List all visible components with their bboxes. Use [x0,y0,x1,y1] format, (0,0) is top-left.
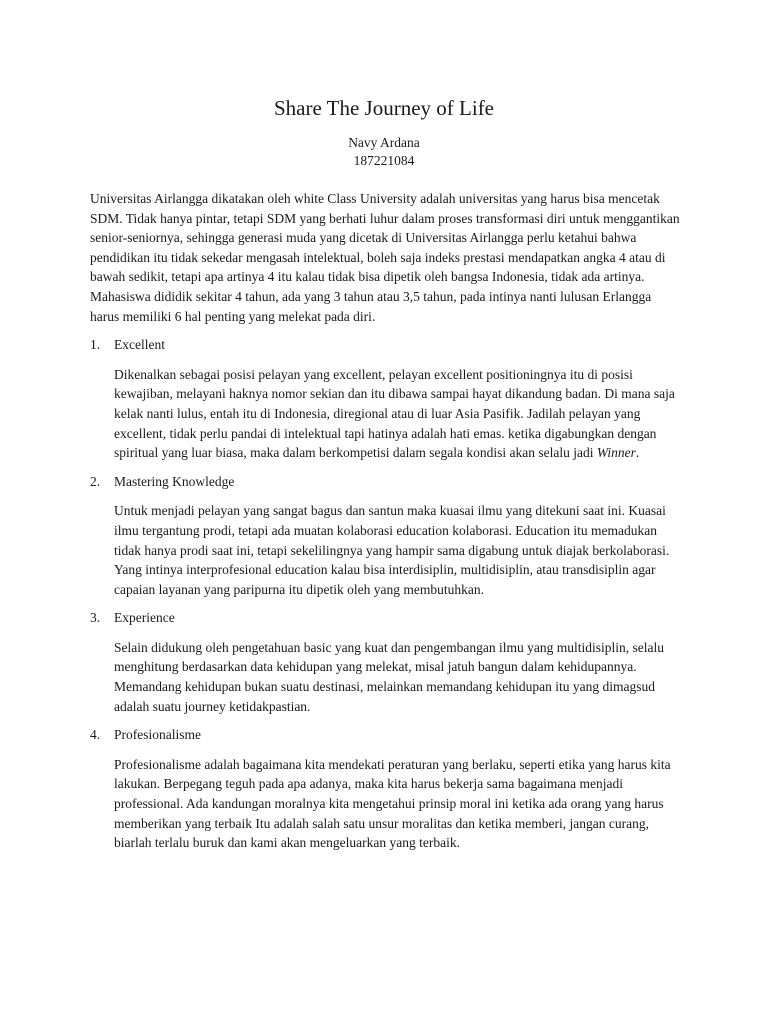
author-block [0,134,768,170]
list-item-number: 3. [90,610,101,626]
list-item-body: Selain didukung oleh pengetahuan basic yang kuat dan pengembangan ilmu yang multidisiplin, selalu menghitung berdasarkan data kehidupan yang melekat, misal jatuh bangun dalam kehidupannya. Memandang kehidupan bukan suatu destinasi, melainkan memandang kehidupan itu yang dimagsud adalah suatu journey ketidakpastian. [114,639,665,714]
list-item-title: Excellent [114,337,165,353]
list-item-heading [90,608,682,628]
list-item-heading [90,725,682,745]
list-item-body: Untuk menjadi pelayan yang sangat bagus dan santun maka kuasai ilmu yang ditekuni saat ini. Kuasai ilmu tergantung prodi, tetapi ada muatan kolaborasi education kolaborasi. Education itu memadukan tidak hanya prodi saat ini, tetapi sekelilingnya yang hampir sama digabung untuk diajak berkolaborasi. Yang intinya interprofesional education kalau bisa interdisiplin, multidisiplin, atau transdisiplin agar capaian layanan yang paripurna itu dipetik oleh yang membutuhkan. [114,503,670,597]
list-item-body-text: Dikenalkan sebagai posisi pelayan yang excellent, pelayan excellent positioningnya itu di posisi kewajiban, melayani haknya nomor sekian dan itu dibawa sampai hayat dikandung badan. Di mana saja kelak nanti lulus, entah itu di Indonesia, diregional atau di luar Asia Pasifik. Jadilah pelayan yang excellent, tidak perlu pandai di intelektual tapi hatinya adalah hati emas. ketika digabungkan dengan spiritual yang luar biasa, maka dalam berkompetisi dalam segala kondisi akan selalu jadi [114,366,675,461]
document-title: Share The Journey of Life [273,96,495,120]
list-item-title: Experience [114,610,175,626]
list-item-title: Mastering Knowledge [114,473,235,489]
author-name: Navy Ardana [348,135,420,150]
list-item-heading [90,472,682,492]
list-item-heading [90,335,682,355]
list-item-body [114,365,682,463]
list-item-body: Profesionalisme adalah bagaimana kita mendekati peraturan yang berlaku, seperti etika yang harus kita lakukan. Berpegang teguh pada apa adanya, maka kita harus bekerja sama bagaimana menjadi professional. Ada kandungan moralnya kita mengetahui prinsip moral ini ketika ada orang yang harus memberikan yang terbaik Itu adalah salah satu unsur moralitas dan ketika memberi, jangan curang, biarlah terlalu buruk dan kami akan mengeluarkan yang terbaik. [114,756,671,851]
list-item-number: 1. [90,337,101,353]
list-item-number: 4. [90,727,101,743]
document-body [90,189,682,862]
list-item-title: Profesionalisme [114,727,201,743]
emphasis-word: Winner [596,445,636,461]
list-item-number: 2. [90,473,101,489]
list-item-body-end: . [635,445,640,461]
intro-paragraph: Universitas Airlangga dikatakan oleh white Class University adalah universitas yang harus bisa mencetak SDM. Tidak hanya pintar, tetapi SDM yang berhati luhur dalam proses transformasi diri untuk menggantikan senior-seniornya, sehingga generasi muda yang dicetak di Universitas Airlangga perlu ketahui bahwa pendidikan itu tidak sekedar mengasah intelektual, boleh saja indeks prestasi mendapatkan angka 4 atau di bawah sedikit, tetapi apa artinya 4 itu kalau tidak bisa dipetik oleh bangsa Indonesia, tidak ada artinya. Mahasiswa dididik sekitar 4 tahun, ada yang 3 tahun atau 3,5 tahun, pada intinya nanti lulusan Erlangga harus memiliki 6 hal penting yang melekat pada diri. [90,191,680,324]
student-id: 187221084 [353,153,415,168]
